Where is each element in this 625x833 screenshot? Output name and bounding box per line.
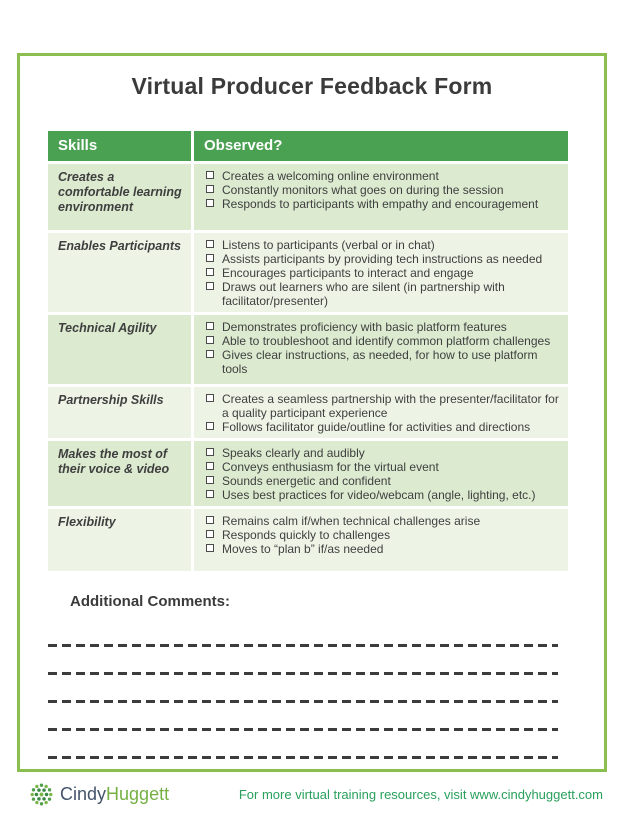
observed-cell: [194, 315, 568, 384]
logo-wordmark: [60, 784, 169, 805]
observed-cell: [194, 387, 568, 438]
checklist-item: [206, 514, 560, 528]
checkbox-icon[interactable]: [206, 336, 214, 344]
checklist-item-label: Listens to participants (verbal or in chat): [222, 238, 435, 252]
checklist-item-label: Conveys enthusiasm for the virtual event: [222, 460, 439, 474]
checklist-item-label: Encourages participants to interact and engage: [222, 266, 474, 280]
checklist-item-label: Speaks clearly and audibly: [222, 446, 365, 460]
additional-comments-heading: Additional Comments:: [70, 593, 230, 610]
comment-lines: [48, 644, 558, 759]
logo-text-huggett: Huggett: [106, 783, 170, 804]
checkbox-icon[interactable]: [206, 490, 214, 498]
comment-line: [48, 756, 558, 759]
logo-rosette-icon: [28, 781, 55, 808]
checklist-item-label: Moves to “plan b” if/as needed: [222, 542, 384, 556]
checkbox-icon[interactable]: [206, 185, 214, 193]
skill-cell: Enables Participants: [48, 233, 191, 312]
comment-line: [48, 728, 558, 731]
checklist-item: [206, 334, 560, 348]
logo-text-cindy: Cindy: [60, 783, 107, 804]
checklist-item-label: Gives clear instructions, as needed, for how to use platform tools: [222, 348, 538, 376]
checklist-item-label: Remains calm if/when technical challenges arise: [222, 514, 481, 528]
checkbox-icon[interactable]: [206, 476, 214, 484]
column-header-observed: Observed?: [194, 131, 568, 161]
page-border-frame: [17, 53, 607, 772]
checklist-item: [206, 252, 560, 266]
checklist-item-label: Responds to participants with empathy and encouragement: [222, 197, 539, 211]
checklist-item: [206, 266, 560, 280]
checklist-item-label: Assists participants by providing tech instructions as needed: [222, 252, 543, 266]
skill-cell: Technical Agility: [48, 315, 191, 384]
page-footer: [0, 777, 625, 811]
checklist-item: [206, 488, 560, 502]
checkbox-icon[interactable]: [206, 422, 214, 430]
checklist-item-label: Creates a seamless partnership with the presenter/facilitator for a quality participant experience: [222, 392, 559, 420]
table-row: [48, 509, 568, 571]
table-row: [48, 441, 568, 506]
table-header-row: [48, 131, 568, 161]
column-header-skills: Skills: [48, 131, 191, 161]
observed-cell: [194, 233, 568, 312]
checklist-item-label: Creates a welcoming online environment: [222, 169, 439, 183]
checklist-item-label: Draws out learners who are silent (in partnership with facilitator/presenter): [222, 280, 505, 308]
checklist-item-label: Able to troubleshoot and identify common platform challenges: [222, 334, 551, 348]
skill-cell: Makes the most of their voice & video: [48, 441, 191, 506]
checkbox-icon[interactable]: [206, 171, 214, 179]
checkbox-icon[interactable]: [206, 462, 214, 470]
checklist-item: [206, 420, 560, 434]
checkbox-icon[interactable]: [206, 394, 214, 402]
page-title: Virtual Producer Feedback Form: [131, 73, 493, 99]
checkbox-icon[interactable]: [206, 240, 214, 248]
checklist-item: [206, 169, 560, 183]
checkbox-icon[interactable]: [206, 268, 214, 276]
checklist-item-label: Uses best practices for video/webcam (angle, lighting, etc.): [222, 488, 536, 502]
checklist-item-label: Follows facilitator guide/outline for activities and directions: [222, 420, 531, 434]
comment-line: [48, 644, 558, 647]
checklist-item: [206, 446, 560, 460]
checklist-item-label: Constantly monitors what goes on during the session: [222, 183, 504, 197]
skill-cell: Creates a comfortable learning environment: [48, 164, 191, 230]
observed-cell: [194, 509, 568, 571]
table-row: [48, 164, 568, 230]
observed-cell: [194, 164, 568, 230]
checklist-item: [206, 528, 560, 542]
checkbox-icon[interactable]: [206, 282, 214, 290]
skill-cell: Flexibility: [48, 509, 191, 571]
checklist-item: [206, 460, 560, 474]
checklist-item: [206, 238, 560, 252]
checkbox-icon[interactable]: [206, 544, 214, 552]
checkbox-icon[interactable]: [206, 448, 214, 456]
checklist-item-label: Demonstrates proficiency with basic platform features: [222, 320, 507, 334]
checkbox-icon[interactable]: [206, 530, 214, 538]
checklist-item: [206, 197, 560, 211]
checklist-item-label: Sounds energetic and confident: [222, 474, 391, 488]
feedback-table: [48, 131, 568, 571]
checklist-item: [206, 280, 560, 308]
checklist-item-label: Responds quickly to challenges: [222, 528, 391, 542]
checklist-item: [206, 542, 560, 556]
checklist-item: [206, 183, 560, 197]
checklist-item: [206, 348, 560, 376]
comment-line: [48, 672, 558, 675]
checkbox-icon[interactable]: [206, 516, 214, 524]
checklist-item: [206, 392, 560, 420]
table-row: [48, 315, 568, 384]
checklist-item: [206, 474, 560, 488]
footer-note: For more virtual training resources, visit www.cindyhuggett.com: [238, 786, 603, 802]
observed-cell: [194, 441, 568, 506]
comment-line: [48, 700, 558, 703]
checkbox-icon[interactable]: [206, 322, 214, 330]
checklist-item: [206, 320, 560, 334]
cindyhuggett-logo: [28, 781, 169, 808]
checkbox-icon[interactable]: [206, 254, 214, 262]
table-row: [48, 233, 568, 312]
checkbox-icon[interactable]: [206, 199, 214, 207]
skill-cell: Partnership Skills: [48, 387, 191, 438]
checkbox-icon[interactable]: [206, 350, 214, 358]
table-row: [48, 387, 568, 438]
